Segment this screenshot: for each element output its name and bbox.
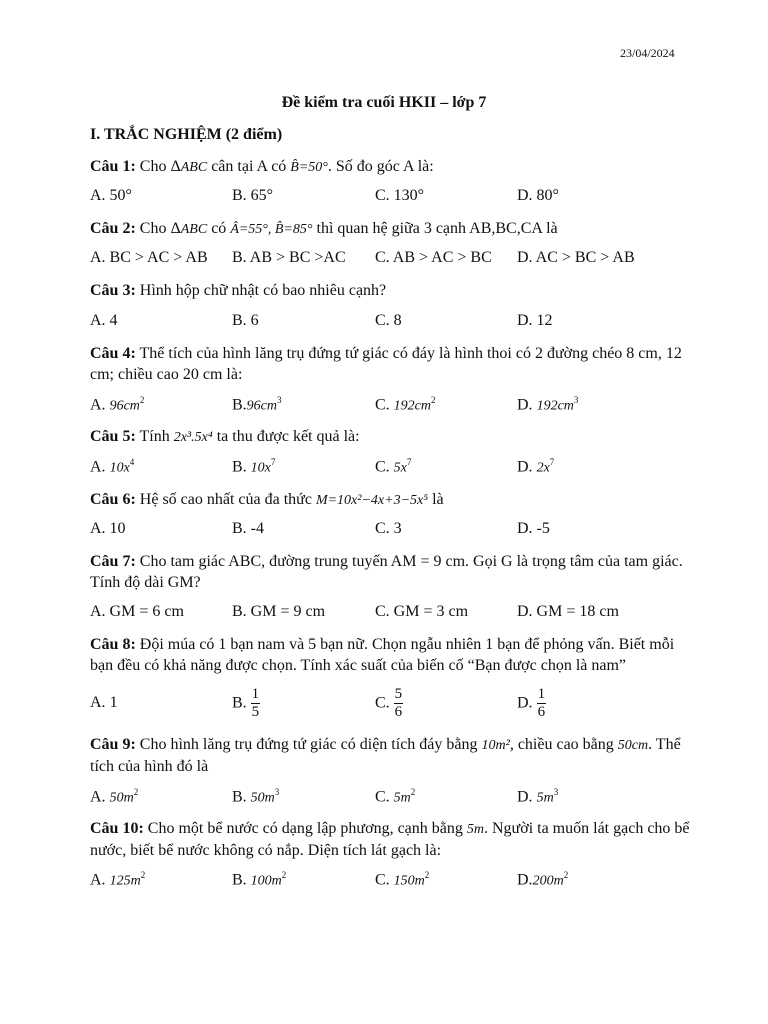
question-4 bbox=[90, 343, 690, 385]
option-b[interactable]: B. $100m^2$ bbox=[232, 870, 287, 889]
option-c[interactable]: C. 3 bbox=[375, 520, 402, 537]
question-label: Câu 2: bbox=[90, 220, 136, 237]
fraction: $\frac{1}{6}$ bbox=[537, 686, 546, 720]
option-c[interactable]: C. $192cm^2$ bbox=[375, 395, 436, 414]
question-text: Hình hộp chữ nhật có bao nhiêu cạnh? bbox=[139, 282, 387, 299]
option-d[interactable]: D. 12 bbox=[517, 312, 553, 329]
question-2 bbox=[90, 218, 690, 240]
option-a[interactable]: A. $125m^2$ bbox=[90, 870, 146, 889]
option-a[interactable]: A. 4 bbox=[90, 312, 118, 329]
math-expr: 10m² bbox=[481, 738, 510, 753]
options-5 bbox=[90, 457, 690, 481]
question-label: Câu 7: bbox=[90, 553, 136, 570]
option-d[interactable]: D. $2x^7$ bbox=[517, 457, 555, 476]
fraction: $\frac{5}{6}$ bbox=[394, 686, 403, 720]
option-b[interactable]: B. 6 bbox=[232, 312, 259, 329]
option-c[interactable]: C. $5m^2$ bbox=[375, 787, 416, 806]
math-expr: 50cm bbox=[617, 738, 649, 753]
options-2 bbox=[90, 249, 690, 273]
question-text: là bbox=[428, 491, 444, 508]
option-b[interactable]: B. 65° bbox=[232, 187, 274, 204]
question-text: có bbox=[207, 220, 231, 237]
option-b[interactable]: B. $50m^3$ bbox=[232, 787, 280, 806]
question-text: Đội múa có 1 bạn nam và 5 bạn nữ. Chọn ngẫu nhiên 1 bạn để phỏng vấn. Biết mỗi bạn đều có khả năng được chọn. Tính xác suất của biến cố “Bạn được chọn là nam” bbox=[90, 636, 675, 674]
math-expr: ABC bbox=[180, 222, 208, 237]
option-a[interactable]: A. 10 bbox=[90, 520, 126, 537]
option-b[interactable]: B. -4 bbox=[232, 520, 264, 537]
option-c[interactable]: C. AB > AC > BC bbox=[375, 249, 492, 266]
question-10 bbox=[90, 818, 690, 861]
question-text: . Thể tích của hình đó là bbox=[90, 736, 681, 775]
exam-title: Đề kiểm tra cuối HKII – lớp 7 bbox=[281, 94, 487, 111]
question-1 bbox=[90, 156, 690, 178]
option-a[interactable]: A. BC > AC > AB bbox=[90, 249, 208, 266]
option-c[interactable]: C. GM = 3 cm bbox=[375, 603, 469, 620]
option-b[interactable]: B. $\frac{1}{5}$ bbox=[232, 686, 260, 720]
option-d[interactable]: D. 80° bbox=[517, 187, 559, 204]
question-9 bbox=[90, 734, 690, 777]
option-c[interactable]: C. $5x^7$ bbox=[375, 457, 412, 476]
question-label: Câu 3: bbox=[90, 282, 136, 299]
question-5 bbox=[90, 426, 690, 448]
options-3 bbox=[90, 312, 690, 336]
question-text: ta thu được kết quả là: bbox=[212, 428, 360, 445]
option-c[interactable]: C. $\frac{5}{6}$ bbox=[375, 686, 403, 720]
exam-date: 23/04/2024 bbox=[620, 46, 675, 60]
options-10 bbox=[90, 870, 690, 894]
option-d[interactable]: D. $192cm^3$ bbox=[517, 395, 579, 414]
question-text: . Số đo góc A là: bbox=[327, 158, 434, 175]
question-text: Cho tam giác ABC, đường trung tuyến AM = 9 cm. Gọi G là trọng tâm của tam giác. Tính độ dài GM? bbox=[90, 553, 683, 591]
options-6 bbox=[90, 520, 690, 544]
options-9 bbox=[90, 787, 690, 811]
question-text: Cho hình lăng trụ đứng tứ giác có diện tích đáy bằng bbox=[139, 736, 482, 753]
question-label: Câu 9: bbox=[90, 736, 136, 753]
question-text: Cho một bể nước có dạng lập phương, cạnh bằng bbox=[147, 820, 467, 837]
option-b[interactable]: $B.96cm^3$ bbox=[232, 395, 282, 414]
option-a[interactable]: A. 1 bbox=[90, 694, 118, 711]
option-c[interactable]: C. 130° bbox=[375, 187, 425, 204]
option-d[interactable]: D. $\frac{1}{6}$ bbox=[517, 686, 546, 720]
question-label: Câu 1: bbox=[90, 158, 136, 175]
fraction: $\frac{1}{5}$ bbox=[251, 686, 260, 720]
question-label: Câu 4: bbox=[90, 345, 136, 362]
options-8 bbox=[90, 686, 690, 722]
math-expr: Â=55°, B̂=85° bbox=[230, 222, 313, 237]
question-text: , chiều cao bằng bbox=[509, 736, 618, 753]
option-b[interactable]: B. GM = 9 cm bbox=[232, 603, 326, 620]
option-d[interactable]: D. AC > BC > AB bbox=[517, 249, 635, 266]
question-text: Hệ số cao nhất của đa thức bbox=[139, 491, 316, 508]
options-4 bbox=[90, 395, 690, 419]
option-c[interactable]: C. 8 bbox=[375, 312, 402, 329]
question-text: Cho Δ bbox=[139, 220, 181, 237]
option-d[interactable]: D. $5m^3$ bbox=[517, 787, 559, 806]
question-8 bbox=[90, 634, 690, 676]
question-label: Câu 6: bbox=[90, 491, 136, 508]
option-a[interactable]: A. $96cm^2$ bbox=[90, 395, 145, 414]
question-3 bbox=[90, 280, 690, 301]
options-1 bbox=[90, 187, 690, 211]
question-text: thì quan hệ giữa 3 cạnh AB,BC,CA là bbox=[312, 220, 558, 237]
option-d[interactable]: D. GM = 18 cm bbox=[517, 603, 619, 620]
option-c[interactable]: C. $150m^2$ bbox=[375, 870, 430, 889]
question-label: Câu 8: bbox=[90, 636, 136, 653]
option-a[interactable]: A. GM = 6 cm bbox=[90, 603, 184, 620]
question-label: Câu 10: bbox=[90, 820, 144, 837]
math-expr: 2x³.5x⁴ bbox=[173, 430, 213, 445]
math-expr: B̂=50° bbox=[290, 160, 328, 175]
option-b[interactable]: B. AB > BC >AC bbox=[232, 249, 346, 266]
question-7 bbox=[90, 551, 690, 593]
question-text: Tính bbox=[139, 428, 174, 445]
option-d[interactable]: D. -5 bbox=[517, 520, 550, 537]
option-a[interactable]: A. $10x^4$ bbox=[90, 457, 135, 476]
option-b[interactable]: B. $10x^7$ bbox=[232, 457, 276, 476]
question-text: cân tại A có bbox=[207, 158, 291, 175]
section-heading: I. TRẮC NGHIỆM (2 điểm) bbox=[90, 126, 283, 143]
option-a[interactable]: A. 50° bbox=[90, 187, 132, 204]
question-text: Thể tích của hình lăng trụ đứng tứ giác có đáy là hình thoi có 2 đường chéo 8 cm, 12 cm; chiều cao 20 cm là: bbox=[90, 345, 682, 383]
math-expr: M=10x²−4x+3−5x⁵ bbox=[315, 493, 429, 508]
options-7 bbox=[90, 603, 690, 627]
math-expr: 5m bbox=[466, 822, 484, 837]
math-expr: ABC bbox=[180, 160, 208, 175]
option-a[interactable]: A. $50m^2$ bbox=[90, 787, 139, 806]
option-d[interactable]: $D.200m^2$ bbox=[517, 870, 569, 889]
question-6 bbox=[90, 489, 690, 511]
question-text: . Người ta muốn lát gạch cho bể nước, biết bể nước không có nắp. Diện tích lát gạch là: bbox=[90, 820, 690, 859]
question-label: Câu 5: bbox=[90, 428, 136, 445]
question-text: Cho Δ bbox=[139, 158, 181, 175]
